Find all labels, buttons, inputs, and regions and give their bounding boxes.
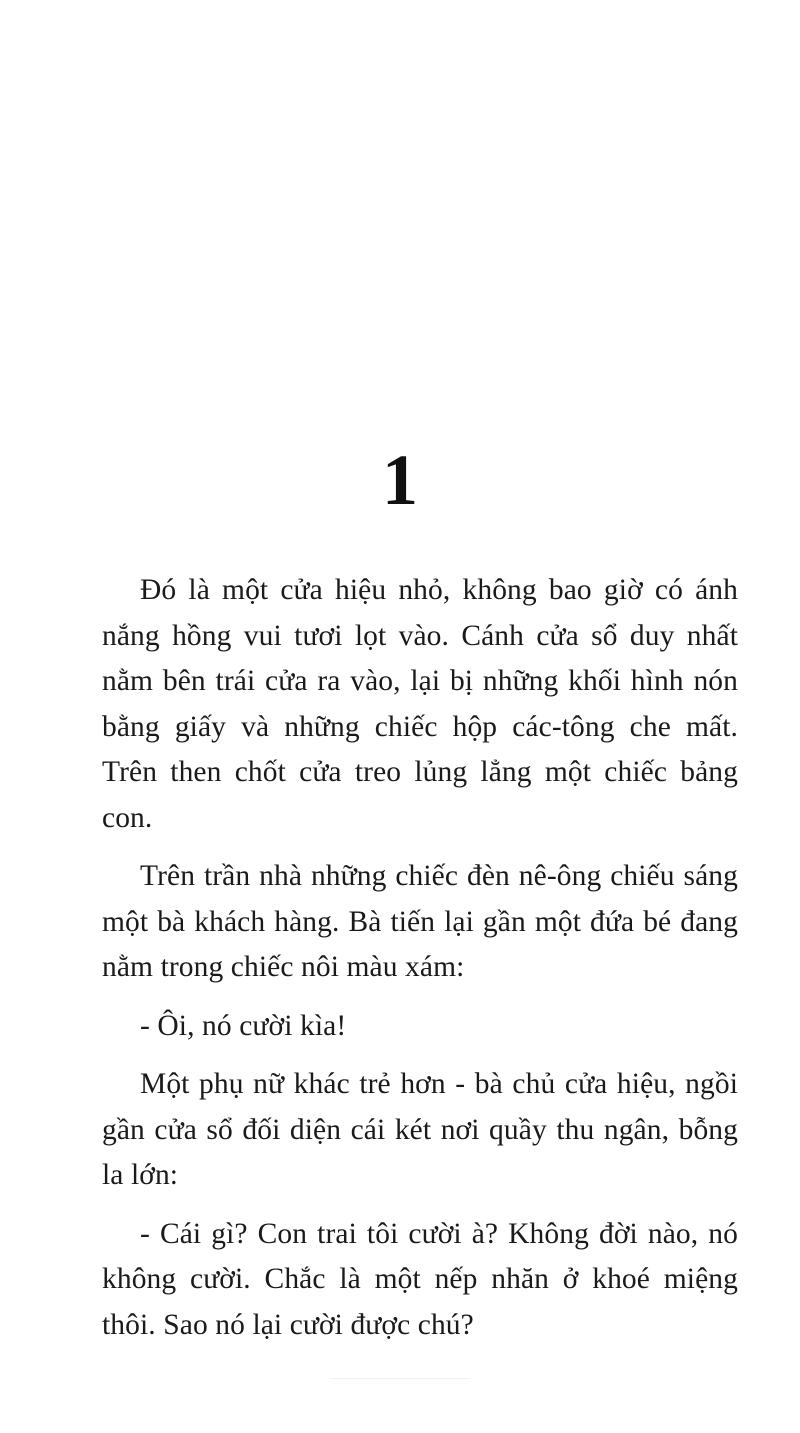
chapter-body — [102, 568, 738, 1361]
chapter-number: 1 — [382, 440, 418, 520]
page-footer-divider — [330, 1378, 470, 1379]
paragraph-4: Một phụ nữ khác trẻ hơn - bà chủ cửa hiệu, ngồi gần cửa sổ đối diện cái két nơi quầy thu ngân, bỗng la lớn: — [102, 1068, 738, 1191]
paragraph-1: Đó là một cửa hiệu nhỏ, không bao giờ có ánh nắng hồng vui tươi lọt vào. Cánh cửa sổ duy nhất nằm bên trái cửa ra vào, lại bị những khối hình nón bằng giấy và những chiếc hộp các-tông che mất. Trên then chốt cửa treo lủng lẳng một chiếc bảng con. — [102, 574, 738, 834]
paragraph-2: Trên trần nhà những chiếc đèn nê-ông chiếu sáng một bà khách hàng. Bà tiến lại gần một đứa bé đang nằm trong chiếc nôi màu xám: — [102, 860, 738, 983]
paragraph-3: - Ôi, nó cười kìa! — [140, 1009, 347, 1042]
paragraph-5: - Cái gì? Con trai tôi cười à? Không đời nào, nó không cười. Chắc là một nếp nhăn ở khoé miệng thôi. Sao nó lại cười được chú? — [102, 1217, 738, 1341]
